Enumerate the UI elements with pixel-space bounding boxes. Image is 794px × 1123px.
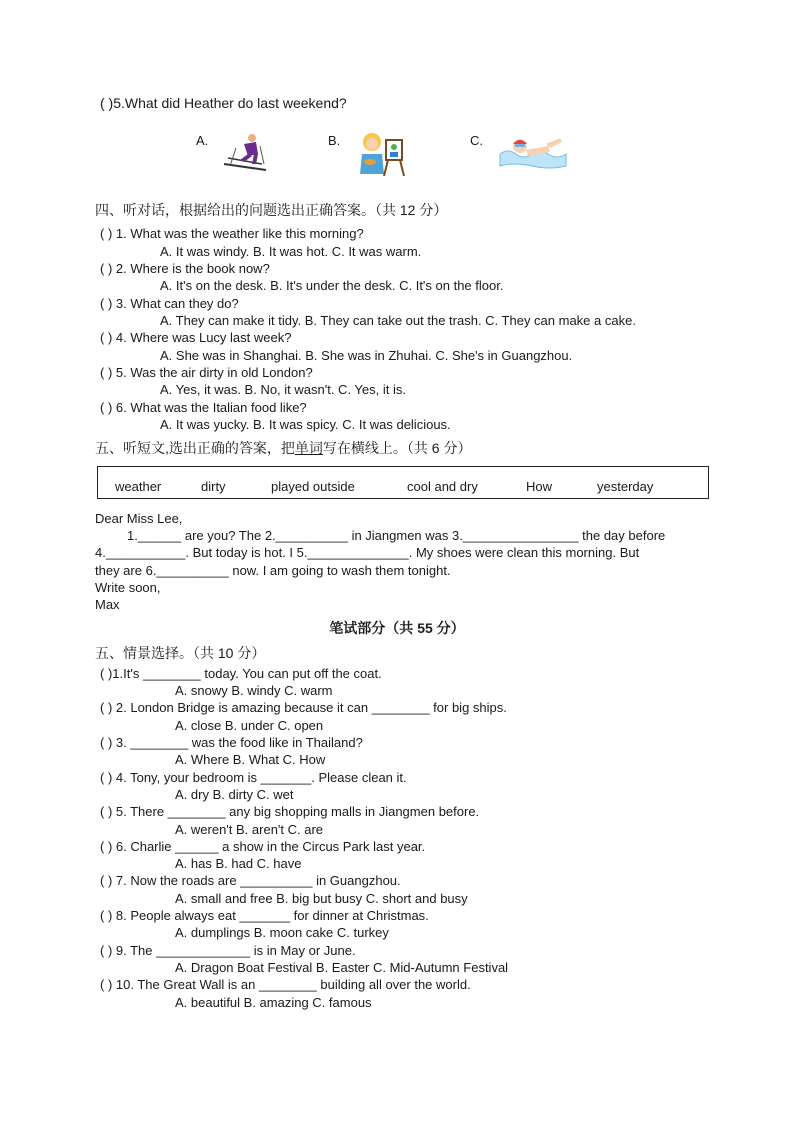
s5-q8-options: A. dumplings B. moon cake C. turkey: [175, 925, 389, 940]
section-4-heading: 四、听对话，根据给出的问题选出正确答案。（共 12 分）: [95, 202, 448, 218]
s5-q5: ( ) 5. There ________ any big shopping malls in Jiangmen before.: [100, 804, 480, 819]
s4-q1: ( ) 1. What was the weather like this morning?: [100, 226, 364, 241]
s5-q2: ( ) 2. London Bridge is amazing because it can ________ for big ships.: [100, 700, 507, 715]
swimming-icon: [498, 132, 568, 170]
s5-q10-options: A. beautiful B. amazing C. famous: [175, 995, 372, 1010]
s4-q5-options: A. Yes, it was. B. No, it wasn't. C. Yes, it is.: [160, 382, 406, 397]
word-bank-item: cool and dry: [407, 479, 478, 494]
written-part-title: 笔试部分（共 55 分）: [329, 620, 465, 636]
word-bank-item: yesterday: [597, 479, 654, 494]
letter-line-3: they are 6.__________ now. I am going to wash them tonight.: [95, 563, 451, 578]
section-5-listen-heading: [95, 440, 471, 457]
heading-underlined-word: 单词: [294, 440, 323, 456]
s5-q6-options: A. has B. had C. have: [175, 856, 302, 871]
s4-q4: ( ) 4. Where was Lucy last week?: [100, 330, 292, 345]
s4-q5: ( ) 5. Was the air dirty in old London?: [100, 365, 313, 380]
word-bank-item: How: [526, 479, 553, 494]
heading-part-1: 五、听短文,选出正确的答案，把: [95, 440, 295, 456]
s5-q1: ( )1.It's ________ today. You can put off the coat.: [100, 666, 382, 681]
word-bank-item: weather: [115, 479, 162, 494]
s5-q9: ( ) 9. The _____________ is in May or June.: [100, 943, 356, 958]
s4-q3: ( ) 3. What can they do?: [100, 296, 239, 311]
s5-q9-options: A. Dragon Boat Festival B. Easter C. Mid-Autumn Festival: [175, 960, 509, 975]
option-c-label: C.: [470, 133, 483, 148]
s5-q10: ( ) 10. The Great Wall is an ________ building all over the world.: [100, 977, 471, 992]
letter-closing: Write soon,: [95, 580, 161, 595]
question-5-top: ( )5.What did Heather do last weekend?: [100, 95, 347, 111]
option-a-label: A.: [196, 133, 209, 148]
s5-q3: ( ) 3. ________ was the food like in Thailand?: [100, 735, 363, 750]
s4-q6-options: A. It was yucky. B. It was spicy. C. It was delicious.: [160, 417, 451, 432]
s5-q4: ( ) 4. Tony, your bedroom is _______. Please clean it.: [100, 770, 407, 785]
s4-q4-options: A. She was in Shanghai. B. She was in Zhuhai. C. She's in Guangzhou.: [160, 348, 573, 363]
letter-signature: Max: [95, 597, 120, 612]
heading-part-2: 写在横线上。（共 6 分）: [322, 440, 472, 456]
s5-q1-options: A. snowy B. windy C. warm: [175, 683, 333, 698]
option-b-label: B.: [328, 133, 341, 148]
letter-line-1: 1.______ are you? The 2.__________ in Jiangmen was 3.________________ the day before: [127, 528, 666, 543]
s4-q1-options: A. It was windy. B. It was hot. C. It was warm.: [160, 244, 422, 259]
s5-q4-options: A. dry B. dirty C. wet: [175, 787, 294, 802]
s4-q6: ( ) 6. What was the Italian food like?: [100, 400, 307, 415]
s4-q3-options: A. They can make it tidy. B. They can take out the trash. C. They can make a cake.: [160, 313, 636, 328]
painting-icon: [356, 130, 408, 176]
s5-q7: ( ) 7. Now the roads are __________ in Guangzhou.: [100, 873, 401, 888]
s4-q2-options: A. It's on the desk. B. It's under the desk. C. It's on the floor.: [160, 278, 504, 293]
s5-q5-options: A. weren't B. aren't C. are: [175, 822, 324, 837]
letter-greeting: Dear Miss Lee,: [95, 511, 183, 526]
s5-q3-options: A. Where B. What C. How: [175, 752, 326, 767]
word-bank-box: [97, 466, 709, 499]
word-bank-item: dirty: [201, 479, 226, 494]
word-bank-item: played outside: [271, 479, 355, 494]
section-5-choice-heading: 五、情景选择。（共 10 分）: [95, 645, 266, 661]
s5-q6: ( ) 6. Charlie ______ a show in the Circus Park last year.: [100, 839, 426, 854]
letter-line-2: 4.___________. But today is hot. I 5.______________. My shoes were clean this morning. But: [95, 545, 640, 560]
skiing-icon: [222, 130, 270, 172]
s5-q8: ( ) 8. People always eat _______ for dinner at Christmas.: [100, 908, 429, 923]
s4-q2: ( ) 2. Where is the book now?: [100, 261, 270, 276]
s5-q7-options: A. small and free B. big but busy C. short and busy: [175, 891, 468, 906]
s5-q2-options: A. close B. under C. open: [175, 718, 324, 733]
